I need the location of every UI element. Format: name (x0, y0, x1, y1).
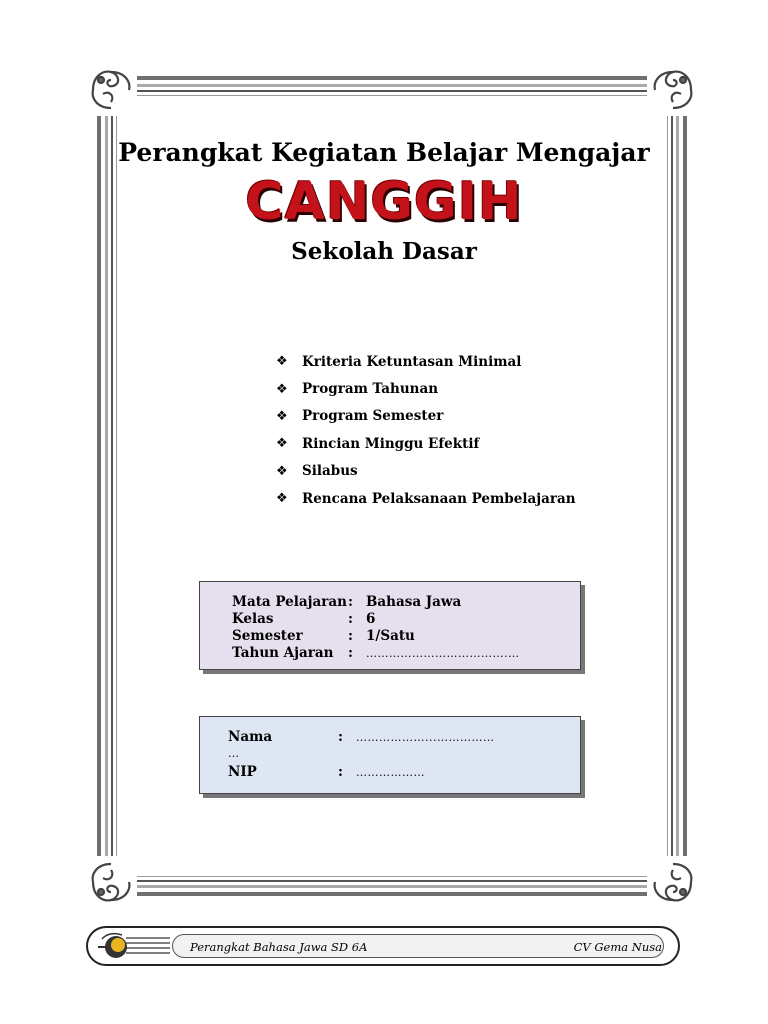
identity-label: Nama (228, 729, 273, 745)
corner-ornament-icon (647, 64, 699, 116)
info-value: 1/Satu (366, 628, 415, 644)
info-separator: : (348, 628, 353, 644)
document-title: Perangkat Kegiatan Belajar Mengajar (118, 138, 650, 167)
diamond-bullet-icon: ❖ (276, 491, 288, 507)
footer-left-text: Perangkat Bahasa Jawa SD 6A (190, 940, 368, 954)
identity-separator: : (338, 729, 343, 745)
diamond-bullet-icon: ❖ (276, 463, 288, 479)
nip-field: ……………… (356, 766, 425, 779)
diamond-bullet-icon: ❖ (276, 381, 288, 397)
brand-title: CANGGIH (245, 172, 523, 232)
info-label: Kelas (232, 611, 274, 627)
page-footer (86, 926, 680, 966)
info-label: Semester (232, 628, 303, 644)
corner-ornament-icon (85, 856, 137, 908)
name-field: ………………...…………… (356, 731, 495, 744)
info-separator: : (348, 645, 353, 661)
document-subtitle: Sekolah Dasar (291, 238, 477, 265)
info-separator: : (348, 594, 353, 610)
corner-ornament-icon (85, 64, 137, 116)
info-value: 6 (366, 611, 376, 627)
course-info-box (199, 581, 581, 670)
list-item-label: Program Tahunan (302, 381, 439, 398)
list-item-label: Rencana Pelaksanaan Pembelajaran (302, 490, 576, 507)
info-value: ……………………………….… (366, 647, 520, 660)
diamond-bullet-icon: ❖ (276, 408, 288, 424)
list-item (276, 403, 576, 430)
info-value: Bahasa Jawa (366, 594, 462, 610)
info-label: Tahun Ajaran (232, 645, 334, 661)
diamond-bullet-icon: ❖ (276, 354, 288, 370)
teacher-identity-box (199, 716, 581, 794)
name-field-continuation: … (228, 747, 240, 760)
footer-right-text: CV Gema Nusa (573, 940, 662, 954)
diamond-bullet-icon: ❖ (276, 436, 288, 452)
list-item (276, 458, 576, 485)
identity-separator: : (338, 764, 343, 780)
identity-label: NIP (228, 764, 257, 780)
list-item-label: Rincian Minggu Efektif (302, 435, 480, 452)
list-item (276, 375, 576, 402)
list-item (276, 430, 576, 457)
list-item (276, 348, 576, 375)
footer-stripes-decoration (126, 932, 170, 960)
list-item-label: Silabus (302, 463, 358, 480)
list-item (276, 485, 576, 512)
list-item-label: Kriteria Ketuntasan Minimal (302, 353, 522, 370)
info-label: Mata Pelajaran (232, 594, 347, 610)
info-separator: : (348, 611, 353, 627)
corner-ornament-icon (647, 856, 699, 908)
contents-list (276, 348, 576, 512)
list-item-label: Program Semester (302, 408, 444, 425)
